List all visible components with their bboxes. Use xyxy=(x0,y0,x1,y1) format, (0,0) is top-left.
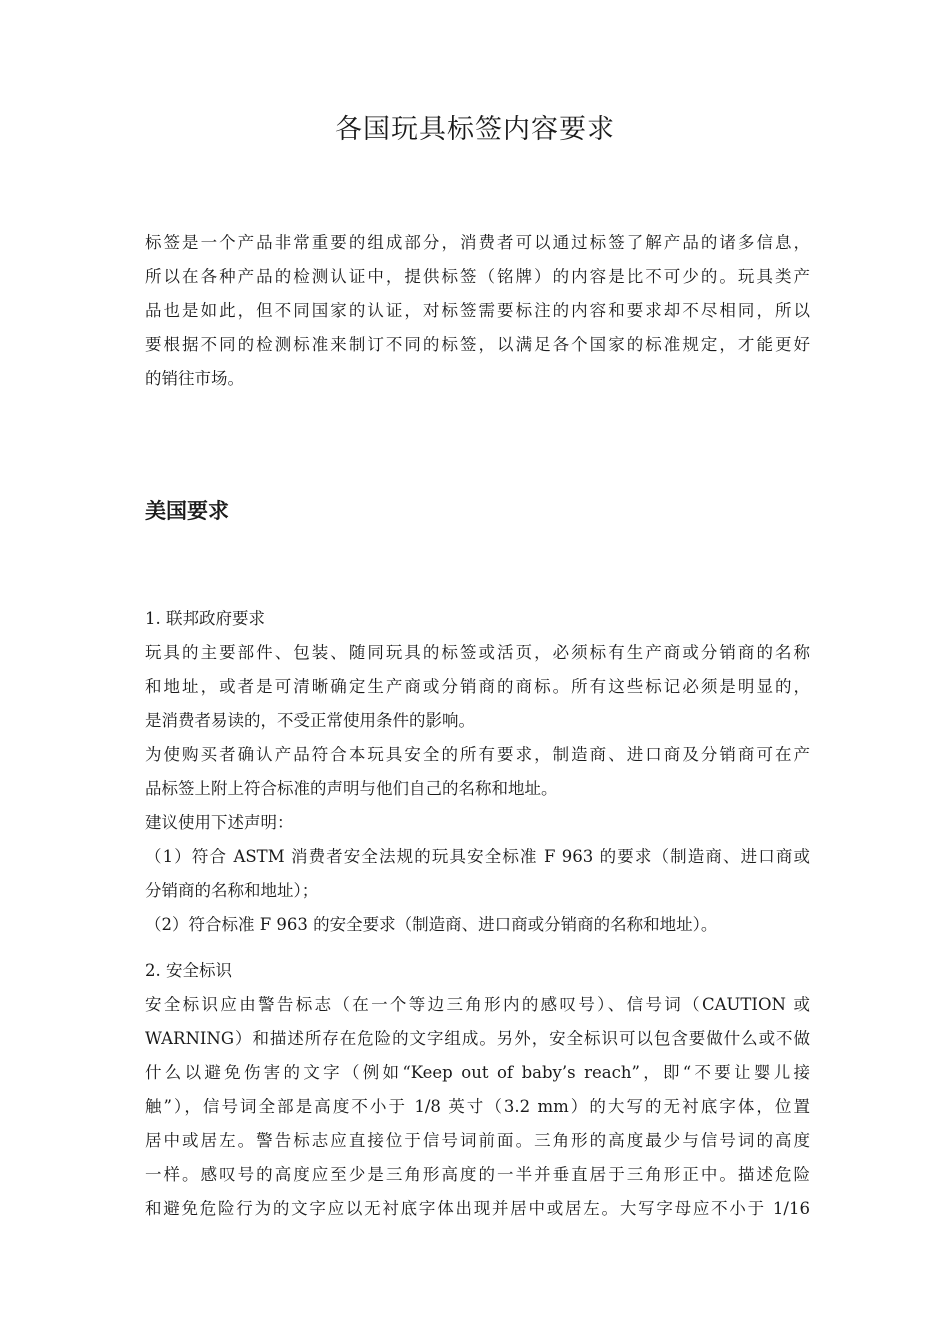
paragraph-line: （2）符合标准 F 963 的安全要求（制造商、进口商或分销商的名称和地址）。 xyxy=(145,915,718,934)
paragraph-line: WARNING）和描述所存在危险的文字组成。另外，安全标识可以包含要做什么或不做 xyxy=(145,1029,810,1048)
paragraph-line: 和避免危险行为的文字应以无衬底字体出现并居中或居左。大写字母应不小于 1/16 xyxy=(145,1199,810,1218)
paragraph-line: 和地址，或者是可清晰确定生产商或分销商的商标。所有这些标记必须是明显的， xyxy=(145,677,810,696)
paragraph-line: 品标签上附上符合标准的声明与他们自己的名称和地址。 xyxy=(145,779,558,798)
subsection-heading: 1. 联邦政府要求 xyxy=(145,609,265,628)
intro-line: 的销往市场。 xyxy=(145,369,244,388)
subsection-heading: 2. 安全标识 xyxy=(145,961,232,980)
paragraph-line: 安全标识应由警告标志（在一个等边三角形内的感叹号）、信号词（CAUTION 或 xyxy=(145,995,810,1014)
paragraph-line: 什么以避免伤害的文字（例如“Keep out of baby’s reach”，即“不要让婴儿接 xyxy=(145,1063,810,1082)
paragraph-line: 玩具的主要部件、包装、随同玩具的标签或活页，必须标有生产商或分销商的名称 xyxy=(145,643,810,662)
paragraph-line: 居中或居左。警告标志应直接位于信号词前面。三角形的高度最少与信号词的高度 xyxy=(145,1131,810,1150)
intro-line: 要根据不同的检测标准来制订不同的标签，以满足各个国家的标准规定，才能更好 xyxy=(145,335,810,354)
document-title: 各国玩具标签内容要求 xyxy=(335,114,615,145)
paragraph-line: 建议使用下述声明： xyxy=(145,813,294,832)
intro-line: 标签是一个产品非常重要的组成部分，消费者可以通过标签了解产品的诸多信息， xyxy=(145,233,810,252)
paragraph-line: 分销商的名称和地址）； xyxy=(145,881,319,900)
paragraph-line: 触”），信号词全部是高度不小于 1/8 英寸（3.2 mm）的大写的无衬底字体，位置 xyxy=(145,1097,810,1116)
paragraph-line: 为使购买者确认产品符合本玩具安全的所有要求，制造商、进口商及分销商可在产 xyxy=(145,745,810,764)
paragraph-line: （1）符合 ASTM 消费者安全法规的玩具安全标准 F 963 的要求（制造商、进口商或 xyxy=(145,847,810,866)
section-heading-usa: 美国要求 xyxy=(145,498,229,523)
paragraph-line: 一样。感叹号的高度应至少是三角形高度的一半并垂直居于三角形正中。描述危险 xyxy=(145,1165,810,1184)
intro-line: 品也是如此，但不同国家的认证，对标签需要标注的内容和要求却不尽相同，所以 xyxy=(145,301,810,320)
intro-line: 所以在各种产品的检测认证中，提供标签（铭牌）的内容是比不可少的。玩具类产 xyxy=(145,267,810,286)
paragraph-line: 是消费者易读的，不受正常使用条件的影响。 xyxy=(145,711,475,730)
